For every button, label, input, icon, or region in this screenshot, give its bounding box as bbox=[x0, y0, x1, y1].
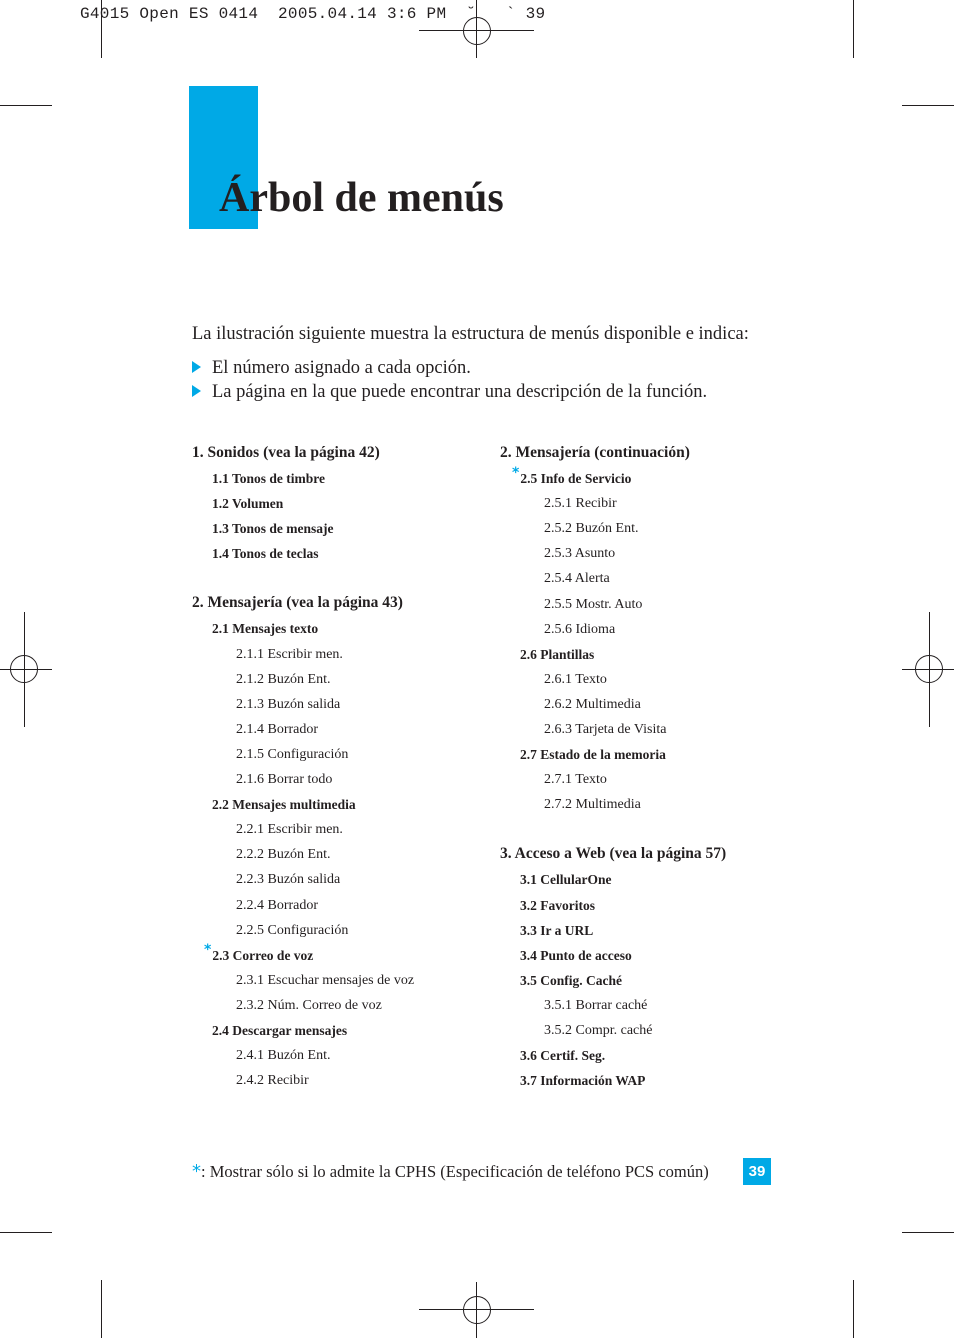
menu-item-label: 2.5.4 Alerta bbox=[544, 571, 610, 587]
menu-item-label: 2.2.2 Buzón Ent. bbox=[236, 847, 331, 863]
menu-item-label: 2.1.1 Escribir men. bbox=[236, 646, 343, 662]
menu-item-label: 2.5.5 Mostr. Auto bbox=[544, 596, 643, 612]
menu-level-2-item bbox=[520, 646, 594, 664]
menu-level-3-item bbox=[544, 1022, 652, 1040]
menu-item-label: 2.2.4 Borrador bbox=[236, 897, 319, 913]
footnote bbox=[192, 1160, 709, 1184]
menu-item-label: 3.5.2 Compr. caché bbox=[544, 1023, 653, 1038]
menu-item-label: 1.2 Volumen bbox=[212, 496, 284, 512]
menu-level-3-item bbox=[236, 771, 332, 789]
menu-item-label: 1.4 Tonos de teclas bbox=[212, 546, 319, 562]
bullet-text: El número asignado a cada opción. bbox=[212, 358, 471, 378]
menu-item-label: 2.2 Mensajes multimedia bbox=[212, 797, 356, 813]
menu-level-3-item bbox=[544, 545, 615, 563]
menu-level-2-item bbox=[520, 1047, 605, 1065]
menu-item-label: 2.1.5 Configuración bbox=[236, 746, 349, 762]
asterisk-icon: * bbox=[192, 1161, 201, 1182]
menu-level-2-item bbox=[520, 1072, 645, 1090]
menu-level-3-item bbox=[236, 846, 331, 864]
menu-item-label: 2.3.1 Escuchar mensajes de voz bbox=[236, 972, 415, 988]
menu-item-label: 1.3 Tonos de mensaje bbox=[212, 521, 334, 537]
menu-item-label: 3.6 Certif. Seg. bbox=[520, 1048, 606, 1064]
crop-mark bbox=[902, 1232, 954, 1233]
menu-item-label: 2.5.3 Asunto bbox=[544, 546, 616, 562]
menu-item-label: 3.4 Punto de acceso bbox=[520, 947, 632, 963]
menu-level-3-item bbox=[544, 495, 617, 513]
menu-level-3-item bbox=[236, 746, 348, 764]
asterisk-icon: * bbox=[204, 941, 212, 958]
menu-item-label: 1.1 Tonos de timbre bbox=[212, 471, 326, 486]
menu-level-3-item bbox=[544, 696, 641, 714]
menu-level-3-item bbox=[544, 771, 607, 789]
menu-level-3-item bbox=[236, 972, 414, 990]
menu-item-label: 3.1 CellularOne bbox=[520, 872, 612, 888]
menu-item-label: 2.6 Plantillas bbox=[520, 646, 595, 662]
crop-mark bbox=[853, 1280, 854, 1338]
bullet-text: La página en la que puede encontrar una descripción de la función. bbox=[212, 382, 708, 402]
menu-level-3-item bbox=[236, 696, 340, 714]
menu-item-label: 3.5.1 Borrar caché bbox=[544, 997, 648, 1013]
menu-level-3-item bbox=[236, 646, 343, 664]
registration-circle bbox=[463, 1296, 491, 1324]
menu-item-label: 2.2.3 Buzón salida bbox=[236, 872, 341, 888]
menu-level-1-item bbox=[500, 444, 690, 462]
print-slug: G4015 Open ES 0414 2005.04.14 3:6 PM ˘ ` 39 bbox=[80, 5, 546, 23]
menu-level-1-item bbox=[192, 594, 403, 612]
menu-item-label: 3.3 Ir a URL bbox=[520, 922, 594, 938]
menu-item-label: 3.7 Información WAP bbox=[520, 1073, 646, 1089]
asterisk-icon: * bbox=[512, 465, 520, 481]
menu-level-2-item bbox=[212, 470, 325, 488]
menu-item-label: 2.1.4 Borrador bbox=[236, 721, 319, 737]
menu-item-label: 2.2.5 Configuración bbox=[236, 922, 349, 938]
menu-item-label: 3.2 Favoritos bbox=[520, 897, 595, 913]
menu-item-label: 2.7 Estado de la memoria bbox=[520, 747, 666, 763]
crop-mark bbox=[902, 105, 954, 106]
menu-item-label: 2.1.6 Borrar todo bbox=[236, 772, 333, 787]
menu-level-3-item bbox=[236, 1072, 309, 1090]
menu-item-label: 2.1.2 Buzón Ent. bbox=[236, 671, 331, 687]
menu-level-3-item bbox=[236, 897, 318, 915]
menu-level-2-item bbox=[212, 796, 356, 814]
menu-level-2-item bbox=[520, 871, 612, 889]
footnote-text: : Mostrar sólo si lo admite la CPHS (Especificación de teléfono PCS común) bbox=[201, 1162, 709, 1181]
menu-level-3-item bbox=[236, 821, 343, 839]
menu-item-label: 2.3 Correo de voz bbox=[212, 947, 314, 963]
menu-level-1-item bbox=[192, 444, 380, 462]
menu-item-label: 2. Mensajería (vea la página 43) bbox=[192, 594, 403, 612]
menu-item-label: 2.1 Mensajes texto bbox=[212, 621, 319, 637]
page-title: Árbol de menús bbox=[219, 175, 504, 221]
menu-level-1-item bbox=[500, 845, 726, 863]
menu-level-3-item bbox=[544, 796, 641, 814]
menu-item-label: 2.6.1 Texto bbox=[544, 671, 607, 687]
menu-level-3-item bbox=[544, 570, 610, 588]
menu-level-2-item bbox=[212, 1022, 347, 1040]
menu-item-label: 2.6.2 Multimedia bbox=[544, 696, 641, 712]
crop-mark bbox=[101, 1280, 102, 1338]
menu-level-2-item bbox=[212, 495, 283, 513]
menu-level-2-item bbox=[520, 897, 595, 915]
crop-mark bbox=[853, 0, 854, 58]
menu-item-label: 2. Mensajería (continuación) bbox=[500, 444, 690, 461]
bullet-item bbox=[192, 380, 707, 404]
menu-level-3-item bbox=[236, 1047, 331, 1065]
page-number: 39 bbox=[743, 1158, 771, 1185]
menu-item-label: 2.5.6 Idioma bbox=[544, 621, 616, 637]
menu-level-3-item bbox=[236, 922, 348, 940]
menu-level-3-item bbox=[544, 520, 639, 538]
menu-item-label: 3.5 Config. Caché bbox=[520, 972, 622, 988]
menu-item-label: 2.4.2 Recibir bbox=[236, 1073, 309, 1089]
menu-item-label: 2.7.2 Multimedia bbox=[544, 797, 641, 813]
menu-level-2-item bbox=[520, 746, 666, 764]
menu-level-2-item bbox=[520, 972, 622, 990]
menu-level-2-item bbox=[520, 947, 632, 965]
menu-item-label: 2.5 Info de Servicio bbox=[520, 471, 632, 486]
crop-mark bbox=[0, 1232, 52, 1233]
menu-item-label: 2.2.1 Escribir men. bbox=[236, 822, 343, 838]
menu-level-3-item bbox=[544, 721, 666, 739]
crop-mark bbox=[0, 105, 52, 106]
menu-item-label: 2.5.2 Buzón Ent. bbox=[544, 521, 639, 537]
menu-item-label: 1. Sonidos (vea la página 42) bbox=[192, 444, 380, 461]
menu-level-3-item bbox=[236, 721, 318, 739]
menu-level-3-item bbox=[236, 997, 382, 1015]
menu-item-label: 2.4.1 Buzón Ent. bbox=[236, 1048, 331, 1064]
intro-text: La ilustración siguiente muestra la estructura de menús disponible e indica: bbox=[192, 324, 749, 344]
registration-circle bbox=[10, 655, 38, 683]
menu-level-2-item bbox=[520, 922, 593, 940]
menu-level-3-item bbox=[544, 671, 607, 689]
menu-level-3-item bbox=[544, 621, 615, 639]
menu-level-2-item bbox=[204, 941, 314, 965]
menu-item-label: 3. Acceso a Web (vea la página 57) bbox=[500, 845, 727, 863]
menu-level-3-item bbox=[236, 671, 331, 689]
menu-item-label: 2.1.3 Buzón salida bbox=[236, 696, 341, 712]
triangle-bullet-icon bbox=[192, 385, 201, 397]
menu-item-label: 2.4 Descargar mensajes bbox=[212, 1023, 348, 1038]
menu-item-label: 2.6.3 Tarjeta de Visita bbox=[544, 722, 667, 737]
menu-level-3-item bbox=[236, 871, 340, 889]
menu-item-label: 2.3.2 Núm. Correo de voz bbox=[236, 997, 382, 1013]
menu-level-2-item bbox=[212, 520, 334, 538]
menu-level-3-item bbox=[544, 997, 647, 1015]
bullet-item bbox=[192, 356, 471, 380]
menu-level-2-item bbox=[212, 620, 318, 638]
menu-level-2-item bbox=[212, 545, 319, 563]
menu-item-label: 2.5.1 Recibir bbox=[544, 496, 617, 512]
menu-item-label: 2.7.1 Texto bbox=[544, 772, 607, 788]
menu-level-3-item bbox=[544, 596, 642, 614]
registration-circle bbox=[915, 655, 943, 683]
menu-level-2-item bbox=[512, 465, 632, 488]
triangle-bullet-icon bbox=[192, 361, 201, 373]
